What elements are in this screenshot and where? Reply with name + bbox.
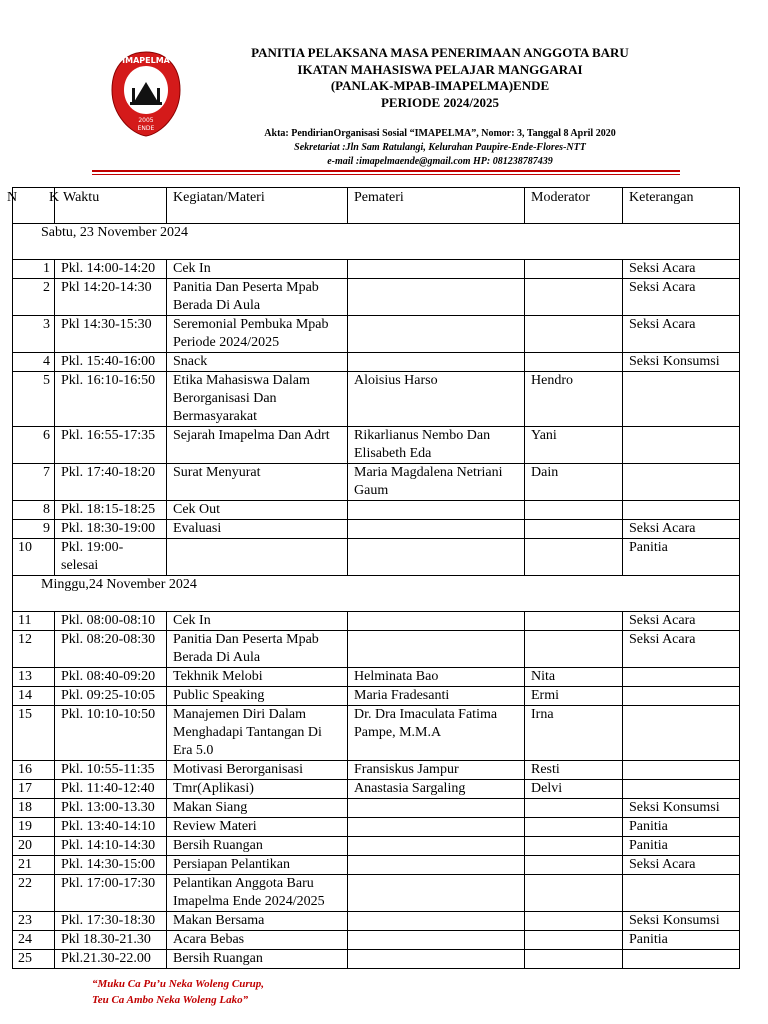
header-rule-thin <box>92 174 680 175</box>
cell-waktu: Pkl. 16:10-16:50 <box>55 372 167 427</box>
day-header-row <box>13 224 740 260</box>
table-row <box>13 668 740 687</box>
cell-kegiatan: Review Materi <box>167 818 348 837</box>
table-row <box>13 501 740 520</box>
cell-kegiatan: Surat Menyurat <box>167 464 348 501</box>
cell-waktu: Pkl 14:30-15:30 <box>55 316 167 353</box>
cell-pemateri <box>348 950 525 969</box>
motto-line-1: “Muku Ca Pu’u Neka Woleng Curup, <box>92 978 264 990</box>
cell-moderator: Ermi <box>525 687 623 706</box>
table-row <box>13 427 740 464</box>
header-line-1: PANITIA PELAKSANA MASA PENERIMAAN ANGGOTA BARU <box>251 45 629 60</box>
header-waktu: Waktu K <box>55 188 167 224</box>
table-row <box>13 687 740 706</box>
cell-no: 10 <box>13 539 55 576</box>
cell-keterangan: Seksi Konsumsi <box>623 799 740 818</box>
cell-kegiatan: Cek In <box>167 260 348 279</box>
cell-keterangan: Panitia <box>623 931 740 950</box>
cell-keterangan <box>623 501 740 520</box>
cell-kegiatan: Persiapan Pelantikan <box>167 856 348 875</box>
sekretariat-text: Sekretariat :Jln Sam Ratulangi, Kelurahan Paupire-Ende-Flores-NTT <box>294 142 586 153</box>
cell-moderator <box>525 799 623 818</box>
cell-moderator <box>525 950 623 969</box>
cell-kegiatan: Pelantikan Anggota Baru Imapelma Ende 2024/2025 <box>167 875 348 912</box>
cell-kegiatan: Sejarah Imapelma Dan Adrt <box>167 427 348 464</box>
cell-moderator <box>525 279 623 316</box>
cell-no: 22 <box>13 875 55 912</box>
cell-keterangan: Seksi Acara <box>623 520 740 539</box>
cell-keterangan <box>623 950 740 969</box>
cell-keterangan: Seksi Konsumsi <box>623 353 740 372</box>
cell-pemateri <box>348 631 525 668</box>
cell-no: 21 <box>13 856 55 875</box>
cell-pemateri <box>348 837 525 856</box>
cell-moderator: Irna <box>525 706 623 761</box>
cell-no: 2 <box>13 279 55 316</box>
cell-waktu: Pkl. 08:20-08:30 <box>55 631 167 668</box>
table-row <box>13 818 740 837</box>
header-kegiatan: Kegiatan/Materi <box>167 188 348 224</box>
cell-keterangan: Seksi Acara <box>623 631 740 668</box>
cell-moderator <box>525 316 623 353</box>
cell-no: 4 <box>13 353 55 372</box>
cell-waktu: Pkl. 10:55-11:35 <box>55 761 167 780</box>
cell-moderator <box>525 520 623 539</box>
cell-no: 19 <box>13 818 55 837</box>
letterhead-details <box>190 127 690 169</box>
cell-kegiatan: Makan Bersama <box>167 912 348 931</box>
table-row <box>13 260 740 279</box>
cell-no: 25 <box>13 950 55 969</box>
cell-moderator: Hendro <box>525 372 623 427</box>
cell-kegiatan: Cek In <box>167 612 348 631</box>
cell-no: 6 <box>13 427 55 464</box>
cell-keterangan: Panitia <box>623 539 740 576</box>
cell-waktu: Pkl. 14:10-14:30 <box>55 837 167 856</box>
cell-pemateri: Maria Magdalena Netriani Gaum <box>348 464 525 501</box>
cell-keterangan: Panitia <box>623 837 740 856</box>
header-no: N <box>13 188 55 224</box>
cell-moderator: Delvi <box>525 780 623 799</box>
header-rule <box>92 170 680 172</box>
table-row <box>13 761 740 780</box>
cell-kegiatan: Tekhnik Melobi <box>167 668 348 687</box>
table-row <box>13 780 740 799</box>
cell-kegiatan: Public Speaking <box>167 687 348 706</box>
cell-waktu: Pkl. 17:40-18:20 <box>55 464 167 501</box>
cell-no: 23 <box>13 912 55 931</box>
cell-pemateri: Rikarlianus Nembo Dan Elisabeth Eda <box>348 427 525 464</box>
cell-kegiatan: Evaluasi <box>167 520 348 539</box>
cell-no: 8 <box>13 501 55 520</box>
cell-no: 18 <box>13 799 55 818</box>
akta-text: Akta: PendirianOrganisasi Sosial “IMAPELMA”, Nomor: 3, Tanggal 8 April 2020 <box>264 128 616 139</box>
cell-moderator: Resti <box>525 761 623 780</box>
cell-kegiatan <box>167 539 348 576</box>
cell-moderator <box>525 260 623 279</box>
cell-pemateri <box>348 912 525 931</box>
table-row <box>13 539 740 576</box>
cell-moderator: Dain <box>525 464 623 501</box>
cell-pemateri: Dr. Dra Imaculata Fatima Pampe, M.M.A <box>348 706 525 761</box>
footer-motto <box>92 976 264 1008</box>
cell-moderator: Yani <box>525 427 623 464</box>
cell-pemateri <box>348 539 525 576</box>
cell-no: 11 <box>13 612 55 631</box>
cell-kegiatan: Cek Out <box>167 501 348 520</box>
table-row <box>13 520 740 539</box>
cell-moderator <box>525 818 623 837</box>
cell-keterangan: Seksi Acara <box>623 856 740 875</box>
cell-no: 16 <box>13 761 55 780</box>
cell-keterangan <box>623 372 740 427</box>
cell-keterangan <box>623 427 740 464</box>
table-row <box>13 353 740 372</box>
logo-city: ENDE <box>137 125 155 132</box>
cell-kegiatan: Bersih Ruangan <box>167 837 348 856</box>
table-row <box>13 912 740 931</box>
cell-kegiatan: Manajemen Diri Dalam Menghadapi Tantangan Di Era 5.0 <box>167 706 348 761</box>
cell-keterangan <box>623 780 740 799</box>
cell-pemateri <box>348 353 525 372</box>
table-row <box>13 856 740 875</box>
letterhead <box>190 45 690 111</box>
cell-pemateri <box>348 875 525 912</box>
cell-keterangan: Seksi Acara <box>623 316 740 353</box>
cell-no: 12 <box>13 631 55 668</box>
cell-no: 17 <box>13 780 55 799</box>
cell-keterangan <box>623 706 740 761</box>
cell-no: 7 <box>13 464 55 501</box>
cell-pemateri <box>348 856 525 875</box>
cell-waktu: Pkl. 17:30-18:30 <box>55 912 167 931</box>
cell-moderator <box>525 837 623 856</box>
cell-moderator <box>525 631 623 668</box>
cell-pemateri <box>348 612 525 631</box>
cell-waktu: Pkl. 17:00-17:30 <box>55 875 167 912</box>
header-line-3: (PANLAK-MPAB-IMAPELMA)ENDE <box>330 78 550 93</box>
cell-no: 13 <box>13 668 55 687</box>
table-row <box>13 316 740 353</box>
table-row <box>13 875 740 912</box>
cell-moderator <box>525 539 623 576</box>
cell-keterangan <box>623 668 740 687</box>
cell-keterangan: Seksi Acara <box>623 612 740 631</box>
cell-pemateri <box>348 316 525 353</box>
cell-kegiatan: Motivasi Berorganisasi <box>167 761 348 780</box>
header-keterangan: Keterangan <box>623 188 740 224</box>
motto-line-2: Teu Ca Ambo Neka Woleng Lako” <box>92 994 249 1006</box>
cell-pemateri <box>348 520 525 539</box>
cell-waktu: Pkl. 13:40-14:10 <box>55 818 167 837</box>
header-moderator: Moderator <box>525 188 623 224</box>
cell-moderator <box>525 353 623 372</box>
table-row <box>13 279 740 316</box>
cell-no: 15 <box>13 706 55 761</box>
cell-moderator <box>525 501 623 520</box>
cell-kegiatan: Panitia Dan Peserta Mpab Berada Di Aula <box>167 631 348 668</box>
day-label: Sabtu, 23 November 2024 <box>13 224 740 260</box>
table-row <box>13 799 740 818</box>
cell-no: 5 <box>13 372 55 427</box>
header-pemateri: Pemateri <box>348 188 525 224</box>
header-k: K <box>49 190 60 205</box>
header-line-4: PERIODE 2024/2025 <box>380 94 500 110</box>
cell-pemateri <box>348 931 525 950</box>
imapelma-logo <box>110 50 182 138</box>
cell-kegiatan: Makan Siang <box>167 799 348 818</box>
cell-pemateri <box>348 279 525 316</box>
cell-no: 20 <box>13 837 55 856</box>
cell-pemateri: Aloisius Harso <box>348 372 525 427</box>
table-row <box>13 612 740 631</box>
cell-kegiatan: Acara Bebas <box>167 931 348 950</box>
cell-waktu: Pkl. 10:10-10:50 <box>55 706 167 761</box>
cell-no: 1 <box>13 260 55 279</box>
cell-waktu: Pkl. 11:40-12:40 <box>55 780 167 799</box>
cell-pemateri <box>348 818 525 837</box>
cell-moderator <box>525 875 623 912</box>
cell-waktu: Pkl. 19:00-selesai <box>55 539 167 576</box>
cell-moderator <box>525 912 623 931</box>
cell-keterangan <box>623 464 740 501</box>
day-label: Minggu,24 November 2024 <box>13 576 740 612</box>
table-header-row <box>13 188 740 224</box>
cell-keterangan <box>623 875 740 912</box>
logo-year: 2005 <box>138 117 154 124</box>
cell-no: 9 <box>13 520 55 539</box>
cell-pemateri: Fransiskus Jampur <box>348 761 525 780</box>
logo-top-text: IMAPELMA <box>122 56 170 65</box>
cell-waktu: Pkl. 08:00-08:10 <box>55 612 167 631</box>
table-row <box>13 931 740 950</box>
cell-moderator: Nita <box>525 668 623 687</box>
schedule-table <box>7 187 740 969</box>
cell-waktu: Pkl 14:20-14:30 <box>55 279 167 316</box>
cell-keterangan: Seksi Acara <box>623 260 740 279</box>
cell-waktu: Pkl.21.30-22.00 <box>55 950 167 969</box>
table-row <box>13 464 740 501</box>
cell-moderator <box>525 612 623 631</box>
cell-moderator <box>525 856 623 875</box>
cell-no: 24 <box>13 931 55 950</box>
table-row <box>13 837 740 856</box>
cell-waktu: Pkl. 16:55-17:35 <box>55 427 167 464</box>
table-row <box>13 631 740 668</box>
cell-keterangan: Panitia <box>623 818 740 837</box>
cell-pemateri: Helminata Bao <box>348 668 525 687</box>
table-row <box>13 372 740 427</box>
cell-pemateri: Anastasia Sargaling <box>348 780 525 799</box>
cell-waktu: Pkl. 09:25-10:05 <box>55 687 167 706</box>
cell-moderator <box>525 931 623 950</box>
cell-kegiatan: Seremonial Pembuka Mpab Periode 2024/2025 <box>167 316 348 353</box>
cell-waktu: Pkl. 08:40-09:20 <box>55 668 167 687</box>
cell-no: 3 <box>13 316 55 353</box>
cell-keterangan: Seksi Konsumsi <box>623 912 740 931</box>
cell-pemateri <box>348 260 525 279</box>
table-row <box>13 950 740 969</box>
cell-pemateri: Maria Fradesanti <box>348 687 525 706</box>
cell-pemateri <box>348 799 525 818</box>
cell-waktu: Pkl. 13:00-13.30 <box>55 799 167 818</box>
cell-kegiatan: Snack <box>167 353 348 372</box>
cell-no: 14 <box>13 687 55 706</box>
cell-waktu: Pkl 18.30-21.30 <box>55 931 167 950</box>
cell-waktu: Pkl. 18:30-19:00 <box>55 520 167 539</box>
cell-kegiatan: Etika Mahasiswa Dalam Berorganisasi Dan Bermasyarakat <box>167 372 348 427</box>
cell-kegiatan: Panitia Dan Peserta Mpab Berada Di Aula <box>167 279 348 316</box>
cell-kegiatan: Bersih Ruangan <box>167 950 348 969</box>
cell-keterangan <box>623 687 740 706</box>
cell-pemateri <box>348 501 525 520</box>
cell-waktu: Pkl. 18:15-18:25 <box>55 501 167 520</box>
header-line-2: IKATAN MAHASISWA PELAJAR MANGGARAI <box>297 61 583 77</box>
cell-waktu: Pkl. 15:40-16:00 <box>55 353 167 372</box>
schedule-body <box>13 224 740 969</box>
contact-text: e-mail :imapelmaende@gmail.com HP: 081238787439 <box>327 156 553 167</box>
cell-waktu: Pkl. 14:00-14:20 <box>55 260 167 279</box>
cell-kegiatan: Tmr(Aplikasi) <box>167 780 348 799</box>
cell-keterangan: Seksi Acara <box>623 279 740 316</box>
table-row <box>13 706 740 761</box>
cell-keterangan <box>623 761 740 780</box>
cell-waktu: Pkl. 14:30-15:00 <box>55 856 167 875</box>
day-header-row <box>13 576 740 612</box>
